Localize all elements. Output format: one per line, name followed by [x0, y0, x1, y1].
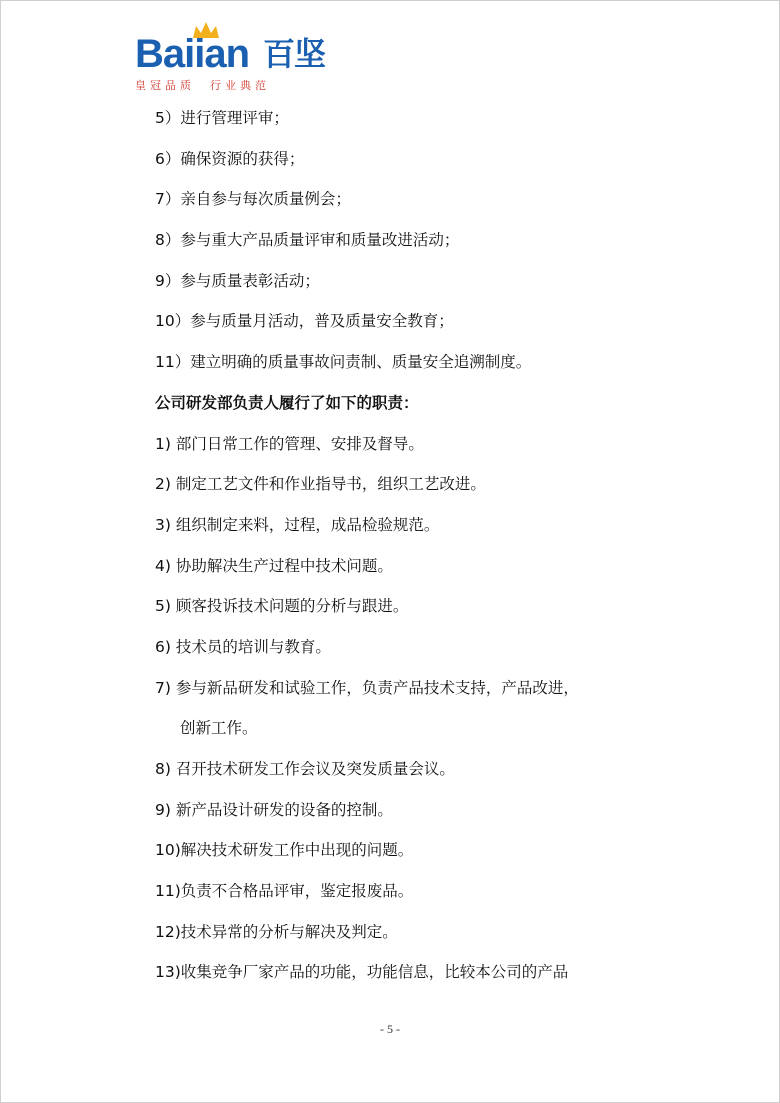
text-line: 11)负责不合格品评审，鉴定报废品。	[155, 882, 414, 901]
text-line: 8) 召开技术研发工作会议及突发质量会议。	[155, 760, 455, 778]
logo-chinese-name: 百坚	[263, 35, 326, 73]
text-line: 6) 技术员的培训与教育。	[155, 637, 331, 656]
text-line: 3) 组织制定来料，过程，成品检验规范。	[155, 515, 440, 534]
text-line: 5）进行管理评审；	[155, 109, 289, 127]
text-line-continuation: 创新工作。	[180, 719, 258, 738]
company-logo	[135, 22, 365, 92]
text-line: 7）亲自参与每次质量例会；	[155, 190, 351, 209]
page-number: - 5 -	[380, 1022, 400, 1036]
logo-tagline: 皇冠品质 行业典范	[135, 79, 270, 92]
logo-wordmark: Baiian	[135, 32, 250, 76]
text-line: 4) 协助解决生产过程中技术问题。	[155, 556, 393, 575]
text-line: 9) 新产品设计研发的设备的控制。	[155, 800, 393, 819]
document-body	[155, 98, 695, 993]
text-line: 7) 参与新品研发和试验工作，负责产品技术支持，产品改进，	[155, 678, 579, 697]
text-line: 12)技术异常的分析与解决及判定。	[155, 922, 398, 941]
text-line: 8）参与重大产品质量评审和质量改进活动；	[155, 231, 460, 250]
text-line: 6）确保资源的获得；	[155, 149, 305, 168]
text-line: 2) 制定工艺文件和作业指导书，组织工艺改进。	[155, 475, 486, 494]
text-line: 9）参与质量表彰活动；	[155, 271, 320, 290]
text-line: 1) 部门日常工作的管理、安排及督导。	[155, 434, 424, 453]
text-line: 13)收集竞争厂家产品的功能，功能信息，比较本公司的产品	[155, 963, 569, 982]
text-line: 10）参与质量月活动，普及质量安全教育；	[155, 312, 454, 331]
text-line: 5) 顾客投诉技术问题的分析与跟进。	[155, 597, 409, 616]
section-heading: 公司研发部负责人履行了如下的职责：	[155, 393, 419, 412]
text-line: 11）建立明确的质量事故问责制、质量安全追溯制度。	[155, 353, 532, 372]
text-line: 10)解决技术研发工作中出现的问题。	[155, 841, 414, 860]
